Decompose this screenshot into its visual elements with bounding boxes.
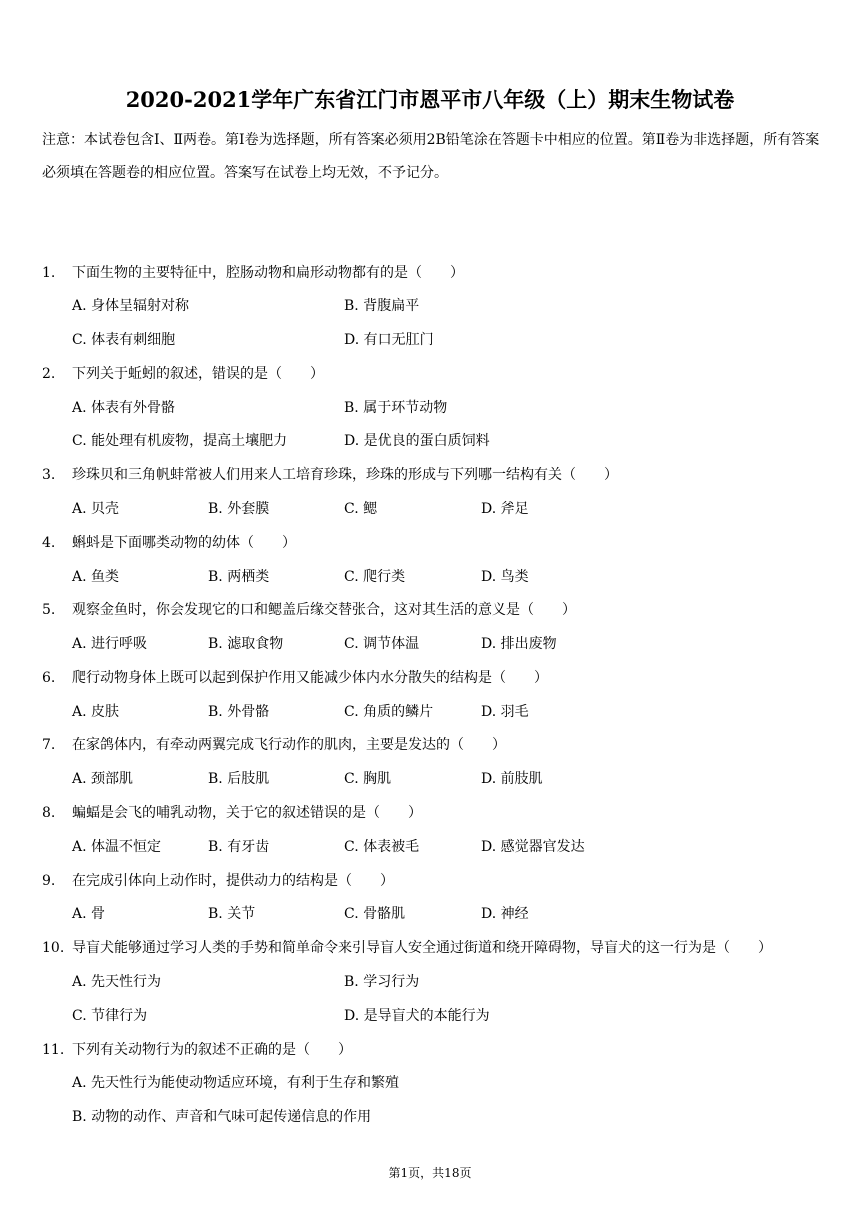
question-number: 3. (42, 467, 56, 483)
option-a: A. 先天性行为能使动物适应环境，有利于生存和繁殖 (72, 1075, 400, 1091)
question-number: 11. (42, 1042, 65, 1058)
question-9 (42, 871, 394, 891)
question-7 (42, 735, 506, 755)
exam-notice: 注意：本试卷包含Ⅰ、Ⅱ两卷。第Ⅰ卷为选择题，所有答案必须用2B铅笔涂在答题卡中相应的位置。第Ⅱ卷为非选择题，所有答案必须填在答题卷的相应位置。答案写在试卷上均无效，不予记分。 (42, 132, 820, 181)
question-text: 下列关于蚯蚓的叙述，错误的是（ ） (72, 366, 324, 382)
question-text: 在完成引体向上动作时，提供动力的结构是（ ） (72, 873, 394, 889)
option-d: D. 是导盲犬的本能行为 (344, 1008, 490, 1024)
option-a: A. 骨 (72, 906, 106, 922)
option-a: A. 鱼类 (72, 569, 120, 585)
question-number: 8. (42, 805, 56, 821)
option-a: A. 先天性行为 (72, 974, 162, 990)
option-d: D. 有口无肛门 (344, 332, 434, 348)
option-a: A. 皮肤 (72, 704, 120, 720)
question-text: 观察金鱼时，你会发现它的口和鳃盖后缘交替张合，这对其生活的意义是（ ） (72, 602, 576, 618)
question-number: 10. (42, 940, 65, 956)
question-3 (42, 465, 618, 485)
option-c: C. 鳃 (344, 501, 378, 517)
option-b: B. 外套膜 (208, 501, 270, 517)
option-a: A. 贝壳 (72, 501, 120, 517)
page-footer: 第1页，共18页 (388, 1166, 472, 1180)
option-c: C. 能处理有机废物，提高土壤肥力 (72, 433, 288, 449)
question-number: 5. (42, 602, 56, 618)
option-a: A. 体温不恒定 (72, 839, 162, 855)
option-a: A. 颈部肌 (72, 771, 134, 787)
question-6 (42, 668, 548, 688)
question-5 (42, 600, 576, 620)
option-d: D. 排出废物 (481, 636, 557, 652)
question-text: 爬行动物身体上既可以起到保护作用又能减少体内水分散失的结构是（ ） (72, 670, 548, 686)
page-title: 2020-2021学年广东省江门市恩平市八年级（上）期末生物试卷 (125, 87, 735, 112)
question-text: 蝌蚪是下面哪类动物的幼体（ ） (72, 535, 296, 551)
option-b: B. 动物的动作、声音和气味可起传递信息的作用 (72, 1109, 372, 1125)
option-b: B. 关节 (208, 906, 256, 922)
option-b: B. 背腹扁平 (344, 298, 420, 314)
option-c: C. 骨骼肌 (344, 906, 406, 922)
option-c: C. 节律行为 (72, 1008, 148, 1024)
question-10 (42, 938, 772, 958)
question-text: 下列有关动物行为的叙述不正确的是（ ） (72, 1042, 352, 1058)
option-c: C. 胸肌 (344, 771, 392, 787)
question-number: 6. (42, 670, 56, 686)
question-2 (42, 364, 324, 384)
option-c: C. 体表被毛 (344, 839, 420, 855)
option-d: D. 鸟类 (481, 569, 529, 585)
option-b: B. 有牙齿 (208, 839, 270, 855)
option-b: B. 两栖类 (208, 569, 270, 585)
question-text: 蝙蝠是会飞的哺乳动物，关于它的叙述错误的是（ ） (72, 805, 422, 821)
option-d: D. 羽毛 (481, 704, 529, 720)
question-number: 2. (42, 366, 56, 382)
option-d: D. 斧足 (481, 501, 529, 517)
option-a: A. 身体呈辐射对称 (72, 298, 190, 314)
option-d: D. 是优良的蛋白质饲料 (344, 433, 490, 449)
question-number: 7. (42, 737, 56, 753)
option-b: B. 滤取食物 (208, 636, 284, 652)
option-b: B. 属于环节动物 (344, 400, 448, 416)
question-11 (42, 1040, 352, 1060)
option-b: B. 外骨骼 (208, 704, 270, 720)
option-d: D. 感觉器官发达 (481, 839, 585, 855)
question-8 (42, 803, 422, 823)
option-d: D. 前肢肌 (481, 771, 543, 787)
question-4 (42, 533, 296, 553)
option-d: D. 神经 (481, 906, 529, 922)
question-text: 珍珠贝和三角帆蚌常被人们用来人工培育珍珠，珍珠的形成与下列哪一结构有关（ ） (72, 467, 618, 483)
option-b: B. 学习行为 (344, 974, 420, 990)
question-number: 9. (42, 873, 56, 889)
question-number: 4. (42, 535, 56, 551)
option-a: A. 体表有外骨骼 (72, 400, 176, 416)
option-c: C. 角质的鳞片 (344, 704, 434, 720)
question-text: 下面生物的主要特征中，腔肠动物和扁形动物都有的是（ ） (72, 265, 464, 281)
option-c: C. 爬行类 (344, 569, 406, 585)
question-1 (42, 263, 464, 283)
option-c: C. 调节体温 (344, 636, 420, 652)
question-text: 导盲犬能够通过学习人类的手势和简单命令来引导盲人安全通过街道和绕开障碍物，导盲犬的这一行为是（ ） (72, 940, 772, 956)
question-number: 1. (42, 265, 56, 281)
option-b: B. 后肢肌 (208, 771, 270, 787)
option-a: A. 进行呼吸 (72, 636, 148, 652)
question-text: 在家鸽体内，有牵动两翼完成飞行动作的肌肉，主要是发达的（ ） (72, 737, 506, 753)
option-c: C. 体表有刺细胞 (72, 332, 176, 348)
